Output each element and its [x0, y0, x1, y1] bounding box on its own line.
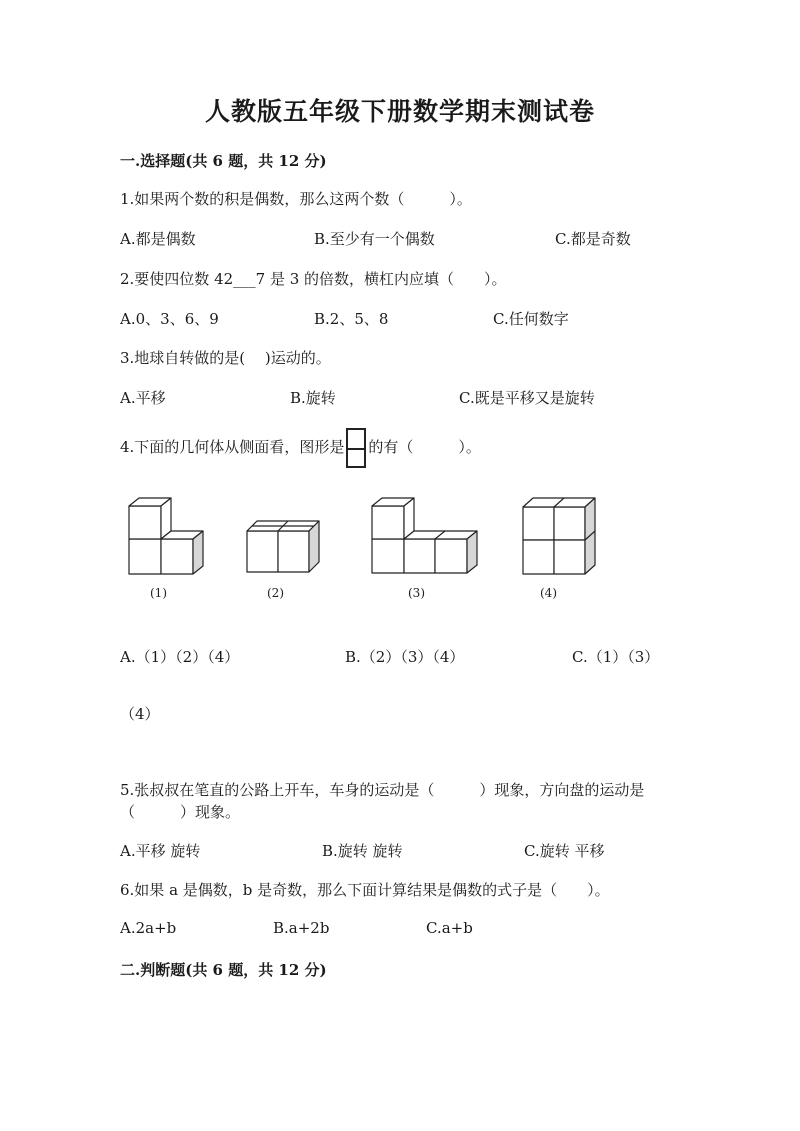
two-stacked-squares-icon: [346, 428, 366, 468]
q6-option-b[interactable]: B.a+2b: [273, 919, 330, 937]
q1-option-b[interactable]: B.至少有一个偶数: [314, 230, 435, 248]
question-4: [120, 426, 481, 468]
q1-option-c[interactable]: C.都是奇数: [555, 230, 631, 248]
q3-option-b[interactable]: B.旋转: [290, 389, 336, 407]
question-6: 6.如果 a 是偶数，b 是奇数，那么下面计算结果是偶数的式子是（ ）。: [120, 881, 610, 899]
question-5-line-2: （ ）现象。: [120, 803, 241, 821]
q4-text-after: 的有（ ）。: [368, 438, 481, 456]
q4-option-a[interactable]: A.（1）（2）（4）: [120, 648, 240, 666]
q3-option-a[interactable]: A.平移: [120, 389, 166, 407]
section-heading-judgment: 二.判断题(共 6 题，共 12 分): [120, 961, 327, 979]
page-title: 人教版五年级下册数学期末测试卷: [204, 97, 595, 126]
q3-option-c[interactable]: C.既是平移又是旋转: [459, 389, 595, 407]
q4-solids-figure: [110, 490, 610, 610]
q6-option-c[interactable]: C.a+b: [426, 919, 473, 937]
solid-3: [372, 498, 477, 573]
q5-option-c[interactable]: C.旋转 平移: [524, 842, 605, 860]
figure-label-4: (4): [540, 586, 557, 600]
q1-option-a[interactable]: A.都是偶数: [120, 230, 196, 248]
solid-1: [129, 498, 203, 574]
question-1: 1.如果两个数的积是偶数，那么这两个数（ ）。: [120, 190, 472, 208]
solid-4: [523, 498, 595, 574]
figure-label-2: (2): [267, 586, 284, 600]
question-3: 3.地球自转做的是( )运动的。: [120, 349, 331, 367]
solid-2: [247, 521, 319, 572]
figure-label-3: (3): [408, 586, 425, 600]
q5-option-b[interactable]: B.旋转 旋转: [322, 842, 403, 860]
q6-option-a[interactable]: A.2a+b: [120, 919, 177, 937]
q4-option-b[interactable]: B.（2）（3）（4）: [345, 648, 465, 666]
q5-option-a[interactable]: A.平移 旋转: [120, 842, 201, 860]
section-heading-choice: 一.选择题(共 6 题，共 12 分): [120, 152, 327, 170]
question-5-line-1: 5.张叔叔在笔直的公路上开车，车身的运动是（ ）现象，方向盘的运动是: [120, 781, 645, 799]
q4-option-c-continued: （4）: [120, 705, 160, 723]
q4-option-c[interactable]: C.（1）（3）: [572, 648, 660, 666]
question-2: 2.要使四位数 42___7 是 3 的倍数，横杠内应填（ ）。: [120, 270, 507, 288]
q2-option-c[interactable]: C.任何数字: [493, 310, 569, 328]
q2-option-a[interactable]: A.0、3、6、9: [120, 310, 219, 328]
q2-option-b[interactable]: B.2、5、8: [314, 310, 389, 328]
q4-text-before: 4.下面的几何体从侧面看，图形是: [120, 438, 345, 456]
figure-label-1: (1): [150, 586, 167, 600]
